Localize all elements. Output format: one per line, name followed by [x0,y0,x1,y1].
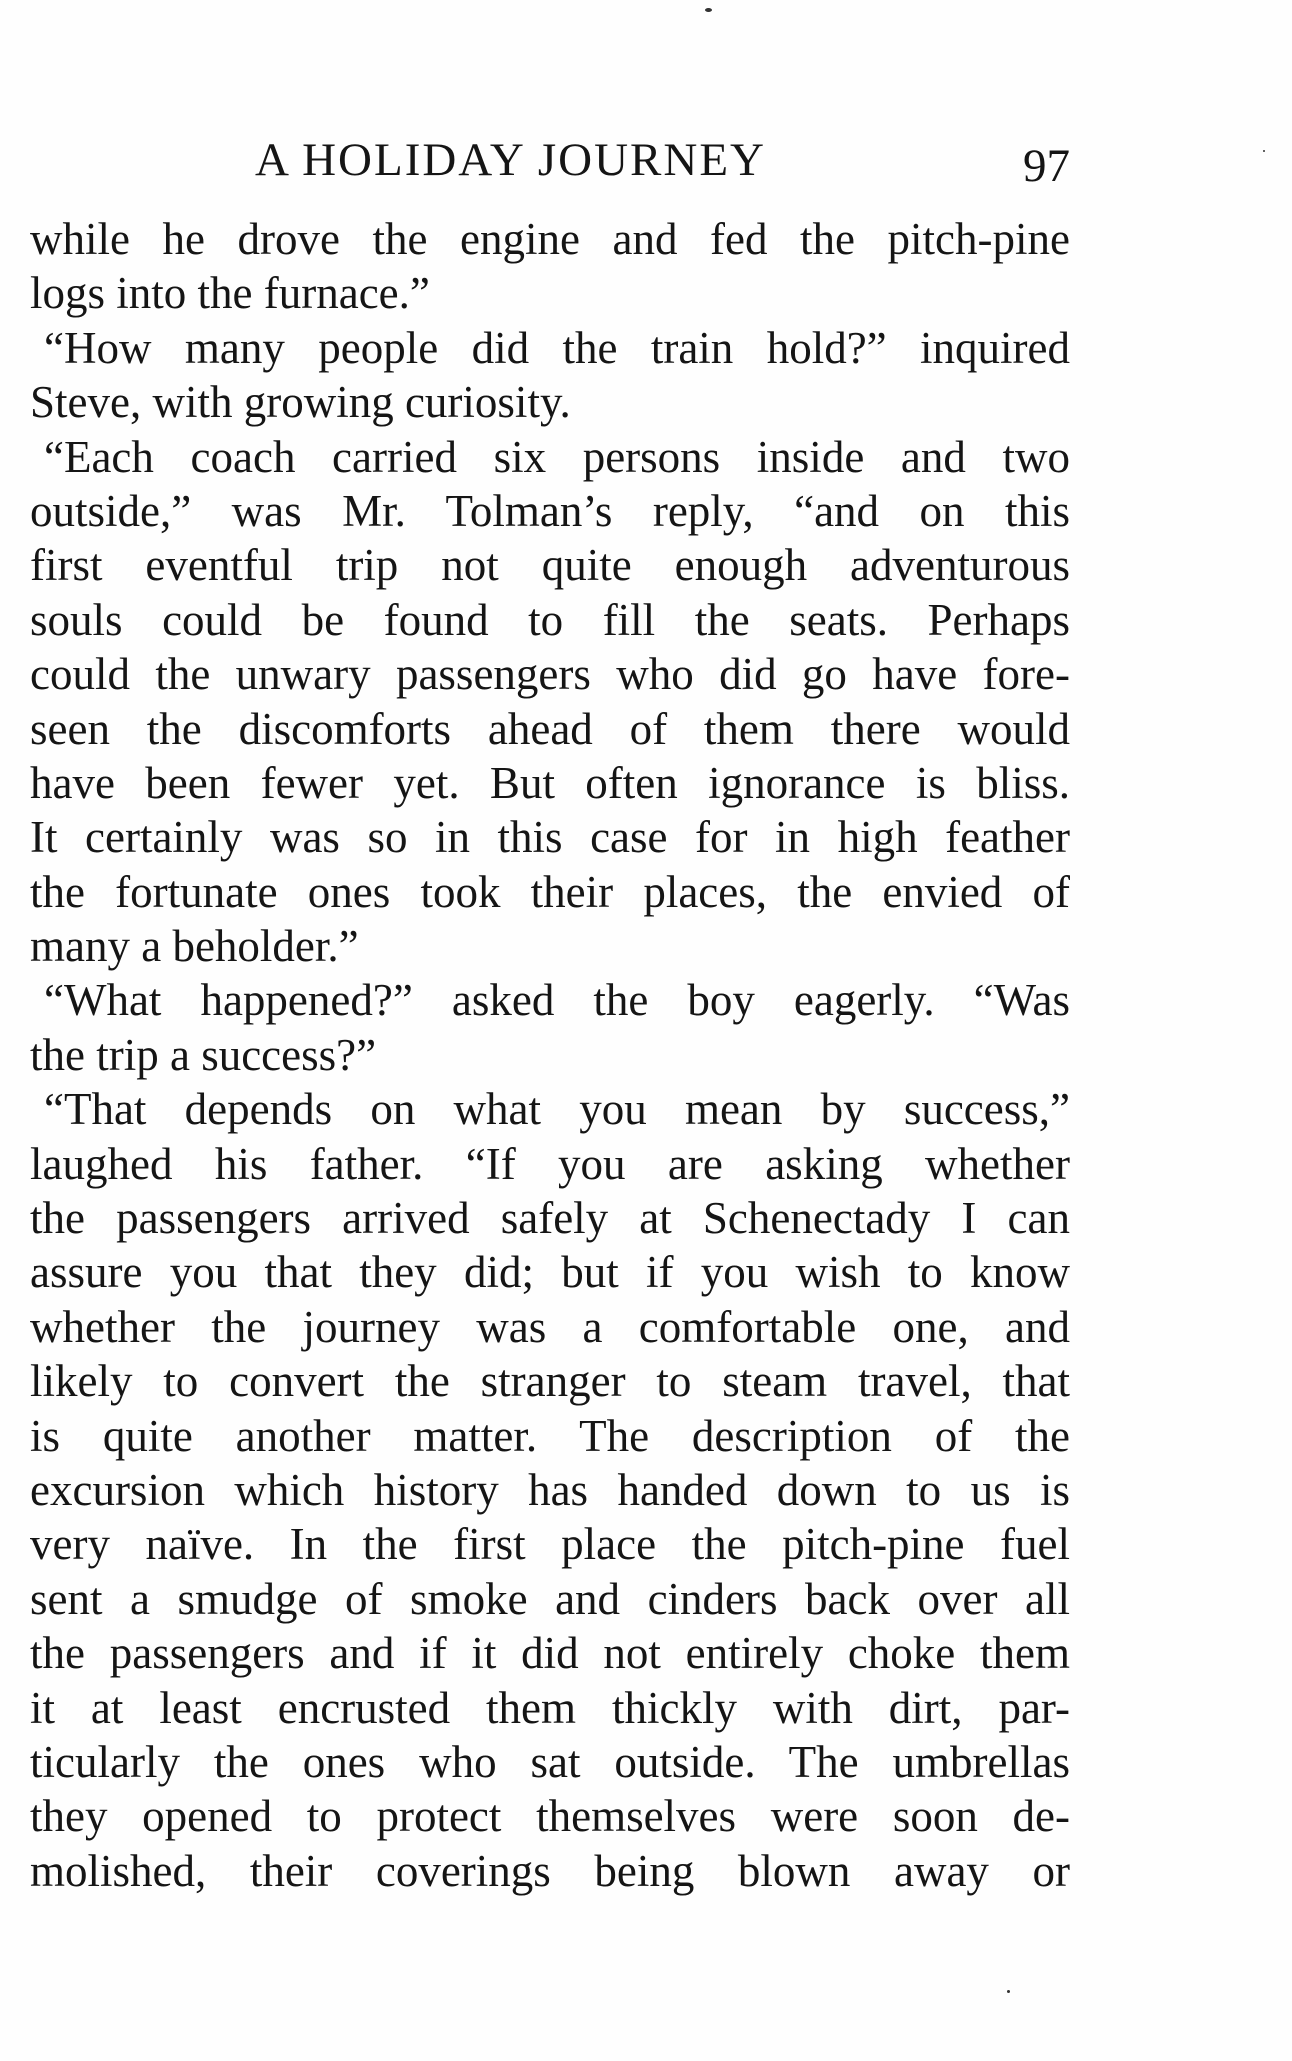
text-line: the passengers arrived safely at Schenectady I can [30,1193,1070,1244]
text-line: “How many people did the train hold?” inquired [44,322,1070,373]
text-line: the trip a success?” [30,1029,377,1080]
print-speck [1263,150,1265,152]
text-line: whether the journey was a comfortable one, and [30,1301,1070,1352]
text-line: they opened to protect themselves were soon de- [30,1791,1070,1842]
text-line: “Each coach carried six persons inside and two [44,431,1070,482]
text-line: it at least encrusted them thickly with dirt, par- [30,1682,1070,1733]
text-line: first eventful trip not quite enough adventurous [30,540,1070,591]
text-line: have been fewer yet. But often ignorance is bliss. [30,757,1070,808]
text-line: assure you that they did; but if you wish to know [30,1247,1070,1298]
text-line: seen the discomforts ahead of them there would [30,703,1070,754]
text-line: ticularly the ones who sat outside. The umbrellas [30,1736,1070,1787]
text-line: “What happened?” asked the boy eagerly. “Was [44,975,1070,1026]
text-line: excursion which history has handed down to us is [30,1464,1070,1515]
text-line: sent a smudge of smoke and cinders back over all [30,1573,1070,1624]
text-line: the fortunate ones took their places, the envied of [30,866,1070,917]
text-line: while he drove the engine and fed the pitch-pine [30,214,1070,264]
text-line: the passengers and if it did not entirely choke them [30,1628,1070,1679]
text-line: could the unwary passengers who did go have fore- [30,649,1070,700]
print-speck [705,8,712,12]
text-line: likely to convert the stranger to steam travel, that [30,1356,1070,1407]
text-line: “That depends on what you mean by success,” [44,1084,1070,1135]
text-line: is quite another matter. The description of the [30,1410,1070,1461]
print-speck [1007,1990,1010,1993]
text-line: very naïve. In the first place the pitch-pine fuel [30,1519,1070,1570]
text-line: souls could be found to fill the seats. Perhaps [30,594,1070,645]
text-line: logs into the furnace.” [30,268,430,319]
page-number: 97 [1023,140,1070,192]
running-title: A HOLIDAY JOURNEY [255,134,766,186]
body-text [30,212,1070,1898]
text-line: laughed his father. “If you are asking whether [30,1138,1070,1189]
text-line: outside,” was Mr. Tolman’s reply, “and on this [30,485,1070,536]
text-line: Steve, with growing curiosity. [30,377,571,428]
running-head [30,130,1070,190]
text-line: many a beholder.” [30,921,359,972]
text-line: It certainly was so in this case for in high feather [30,812,1070,863]
text-line: molished, their coverings being blown away or [30,1845,1070,1896]
